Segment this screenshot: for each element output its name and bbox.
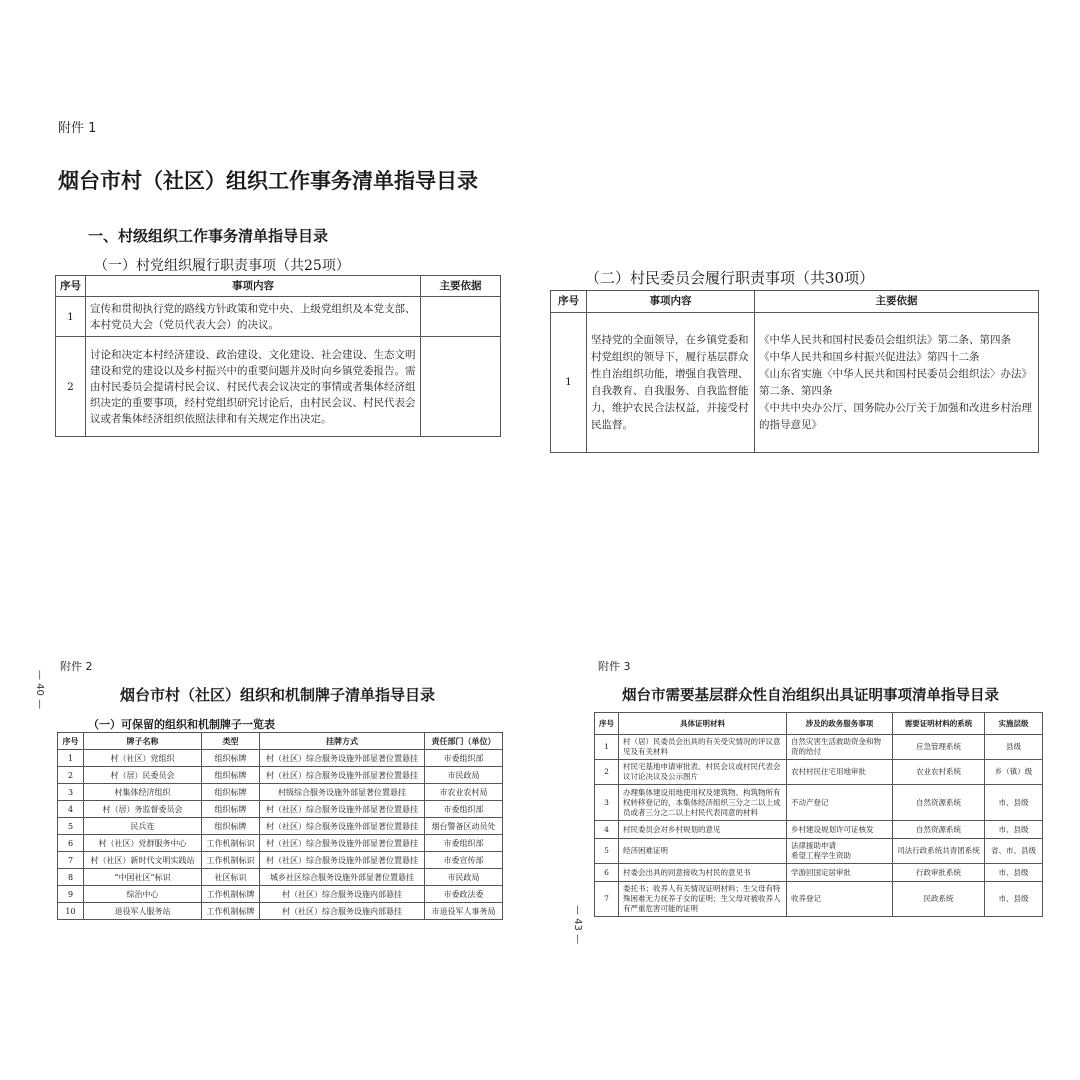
document-page-attachment-1 (30, 105, 525, 450)
page-title: 烟台市村（社区）组织工作事务清单指导目录 (58, 169, 478, 193)
header-service: 涉及的政务服务事项 (787, 713, 893, 735)
duty-table (55, 275, 501, 437)
row-sign-name: 村集体经济组织 (84, 784, 202, 801)
section-heading: 一、村级组织工作事务清单指导目录 (88, 227, 329, 245)
table-row (58, 903, 503, 920)
page-title: 烟台市村（社区）组织和机制牌子清单指导目录 (120, 686, 436, 704)
row-method: 村（社区）综合服务设施外部显著位置悬挂 (260, 801, 425, 818)
row-no: 5 (58, 818, 84, 835)
row-method: 村（社区）综合服务设施内部悬挂 (260, 886, 425, 903)
row-type: 组织标牌 (202, 767, 260, 784)
row-content: 坚持党的全面领导，在乡镇党委和村党组织的领导下，履行基层群众性自治组织功能，增强自我管理、自我教育、自我服务、自我监督能力，维护农民合法权益，并接受村民监督。 (587, 313, 755, 453)
certificate-table (594, 712, 1043, 917)
header-content: 事项内容 (86, 276, 421, 297)
row-method: 村（社区）综合服务设施内部悬挂 (260, 903, 425, 920)
header-no: 序号 (56, 276, 86, 297)
duty-table (550, 290, 1039, 453)
row-type: 社区标识 (202, 869, 260, 886)
row-service: 不动产登记 (787, 785, 893, 821)
row-no: 6 (595, 864, 619, 882)
row-sign-name: 村（社区）新时代文明实践站 (84, 852, 202, 869)
attachment-label: 附件 3 (598, 660, 631, 673)
table-row (56, 337, 501, 437)
table-row (58, 852, 503, 869)
row-system: 民政系统 (893, 882, 985, 917)
header-no: 序号 (58, 733, 84, 750)
row-dept: 烟台警备区动员处 (425, 818, 503, 835)
row-method: 村级综合服务设施外部显著位置悬挂 (260, 784, 425, 801)
row-method: 村（社区）综合服务设施外部显著位置悬挂 (260, 750, 425, 767)
row-no: 2 (58, 767, 84, 784)
row-level: 乡（镇）级 (985, 760, 1043, 785)
row-basis (421, 337, 501, 437)
table-row (58, 818, 503, 835)
row-no: 3 (595, 785, 619, 821)
table-row (595, 785, 1043, 821)
row-sign-name: 村（社区）党组织 (84, 750, 202, 767)
row-system: 司法行政系统共青团系统 (893, 839, 985, 864)
row-level: 省、市、县级 (985, 839, 1043, 864)
row-type: 组织标牌 (202, 801, 260, 818)
row-no: 6 (58, 835, 84, 852)
table-row (58, 784, 503, 801)
table-row (56, 297, 501, 337)
row-system: 自然资源系统 (893, 821, 985, 839)
row-type: 工作机制标识 (202, 852, 260, 869)
row-method: 村（社区）综合服务设施外部显著位置悬挂 (260, 852, 425, 869)
header-dept: 责任部门（单位） (425, 733, 503, 750)
row-material: 村委会出具的同意接收为村民的意见书 (619, 864, 787, 882)
header-name: 牌子名称 (84, 733, 202, 750)
header-basis: 主要依据 (755, 291, 1039, 313)
header-material: 具体证明材料 (619, 713, 787, 735)
row-type: 工作机制标识 (202, 835, 260, 852)
row-no: 1 (595, 735, 619, 760)
row-service: 学游回国定居审批 (787, 864, 893, 882)
row-method: 城乡社区综合服务设施外部显著位置悬挂 (260, 869, 425, 886)
page-number: — 40 — (34, 670, 45, 710)
row-type: 工作机制标牌 (202, 886, 260, 903)
row-dept: 市委宣传部 (425, 852, 503, 869)
table-row (58, 835, 503, 852)
row-type: 组织标牌 (202, 750, 260, 767)
table-row (595, 864, 1043, 882)
row-no: 10 (58, 903, 84, 920)
header-system: 需要证明材料的系统 (893, 713, 985, 735)
row-no: 5 (595, 839, 619, 864)
row-content: 讨论和决定本村经济建设、政治建设、文化建设、社会建设、生态文明建设和党的建设以及乡村振兴中的重要问题并及时向乡镇党委报告。需由村民委员会提请村民会议、村民代表会议决定的事情或者集体经济组织决定的重要事项，经村党组织研究讨论后，由村民会议、村民代表会议或者集体经济组织依照法律和有关规定作出决定。 (86, 337, 421, 437)
table-row (58, 767, 503, 784)
document-page-attachment-3 (560, 650, 1055, 960)
header-method: 挂牌方式 (260, 733, 425, 750)
row-content: 宣传和贯彻执行党的路线方针政策和党中央、上级党组织及本党支部、本村党员大会（党员代表大会）的决议。 (86, 297, 421, 337)
table-row (58, 801, 503, 818)
row-dept: 市委组织部 (425, 835, 503, 852)
table-row (595, 760, 1043, 785)
row-sign-name: 综治中心 (84, 886, 202, 903)
header-no: 序号 (595, 713, 619, 735)
row-type: 组织标牌 (202, 784, 260, 801)
table-row (595, 821, 1043, 839)
row-basis (421, 297, 501, 337)
row-sign-name: 退役军人服务站 (84, 903, 202, 920)
row-level: 市、县级 (985, 821, 1043, 839)
header-content: 事项内容 (587, 291, 755, 313)
row-no: 9 (58, 886, 84, 903)
table-row (551, 313, 1039, 453)
table-header-row (56, 276, 501, 297)
table-row (58, 869, 503, 886)
row-service: 农村村民住宅用地审批 (787, 760, 893, 785)
row-level: 市、县级 (985, 864, 1043, 882)
subsection-heading: （一）村党组织履行职责事项（共25项） (94, 258, 350, 274)
row-no: 1 (58, 750, 84, 767)
row-material: 村民委员会对乡村规划的意见 (619, 821, 787, 839)
header-level: 实施层级 (985, 713, 1043, 735)
row-method: 村（社区）综合服务设施外部显著位置悬挂 (260, 818, 425, 835)
table-header-row (551, 291, 1039, 313)
row-level: 市、县级 (985, 785, 1043, 821)
table-header-row (595, 713, 1043, 735)
row-service: 自然灾害生活救助资金和物资的给付 (787, 735, 893, 760)
row-sign-name: “中国社区”标识 (84, 869, 202, 886)
row-dept: 市退役军人事务局 (425, 903, 503, 920)
row-dept: 市委政法委 (425, 886, 503, 903)
page-number: — 43 — (572, 905, 583, 945)
table-row (58, 750, 503, 767)
page-title: 烟台市需要基层群众性自治组织出具证明事项清单指导目录 (622, 688, 999, 704)
row-level: 县级 (985, 735, 1043, 760)
header-basis: 主要依据 (421, 276, 501, 297)
row-type: 工作机制标牌 (202, 903, 260, 920)
row-no: 7 (58, 852, 84, 869)
table-row (58, 886, 503, 903)
row-sign-name: 村（居）务监督委员会 (84, 801, 202, 818)
row-system: 农业农村系统 (893, 760, 985, 785)
row-material: 委托书；收养人有关情况证明材料；生父母有特殊困难无力抚养子女的证明；生父母对被收养人有严重危害可能的证明 (619, 882, 787, 917)
row-no: 4 (58, 801, 84, 818)
row-no: 2 (595, 760, 619, 785)
row-material: 办理集体建设用地使用权及建筑物、构筑物所有权转移登记的，本集体经济组织三分之二以上成员或者三分之二以上村民代表同意的材料 (619, 785, 787, 821)
sign-table (57, 732, 503, 920)
table-header-row (58, 733, 503, 750)
row-system: 行政审批系统 (893, 864, 985, 882)
row-dept: 市民政局 (425, 869, 503, 886)
row-method: 村（社区）综合服务设施外部显著位置悬挂 (260, 835, 425, 852)
row-system: 自然资源系统 (893, 785, 985, 821)
row-no: 7 (595, 882, 619, 917)
attachment-label: 附件 1 (58, 121, 97, 136)
row-system: 应急管理系统 (893, 735, 985, 760)
row-dept: 市委组织部 (425, 801, 503, 818)
row-dept: 市民政局 (425, 767, 503, 784)
row-sign-name: 村（居）民委员会 (84, 767, 202, 784)
row-material: 经济困难证明 (619, 839, 787, 864)
row-service: 法律援助申请 希望工程学生资助 (787, 839, 893, 864)
row-no: 1 (551, 313, 587, 453)
row-no: 8 (58, 869, 84, 886)
row-service: 乡村建设规划许可证核发 (787, 821, 893, 839)
document-page-attachment-2 (30, 650, 520, 960)
row-basis: 《中华人民共和国村民委员会组织法》第二条、第四条 《中华人民共和国乡村振兴促进法》第四十二条 《山东省实施〈中华人民共和国村民委员会组织法〉办法》第二条、第四条 《中共中央办公厅、国务院办公厅关于加强和改进乡村治理的指导意见》 (755, 313, 1039, 453)
row-type: 组织标牌 (202, 818, 260, 835)
header-no: 序号 (551, 291, 587, 313)
row-method: 村（社区）综合服务设施外部显著位置悬挂 (260, 767, 425, 784)
document-page-villager-committee (545, 255, 1045, 465)
table-row (595, 735, 1043, 760)
row-no: 3 (58, 784, 84, 801)
header-type: 类型 (202, 733, 260, 750)
row-no: 4 (595, 821, 619, 839)
row-dept: 市农业农村局 (425, 784, 503, 801)
subsection-heading: （一）可保留的组织和机制牌子一览表 (88, 718, 275, 731)
row-no: 2 (56, 337, 86, 437)
row-dept: 市委组织部 (425, 750, 503, 767)
table-row (595, 882, 1043, 917)
row-no: 1 (56, 297, 86, 337)
attachment-label: 附件 2 (60, 660, 93, 673)
row-service: 收养登记 (787, 882, 893, 917)
row-sign-name: 民兵连 (84, 818, 202, 835)
row-material: 村民宅基地申请审批表、村民会议或村民代表会议讨论决议及公示图片 (619, 760, 787, 785)
table-row (595, 839, 1043, 864)
row-material: 村（居）民委员会出具的有关受灾情况的评议意见及有关材料 (619, 735, 787, 760)
row-level: 市、县级 (985, 882, 1043, 917)
subsection-heading: （二）村民委员会履行职责事项（共30项） (585, 269, 875, 287)
row-sign-name: 村（社区）党群服务中心 (84, 835, 202, 852)
